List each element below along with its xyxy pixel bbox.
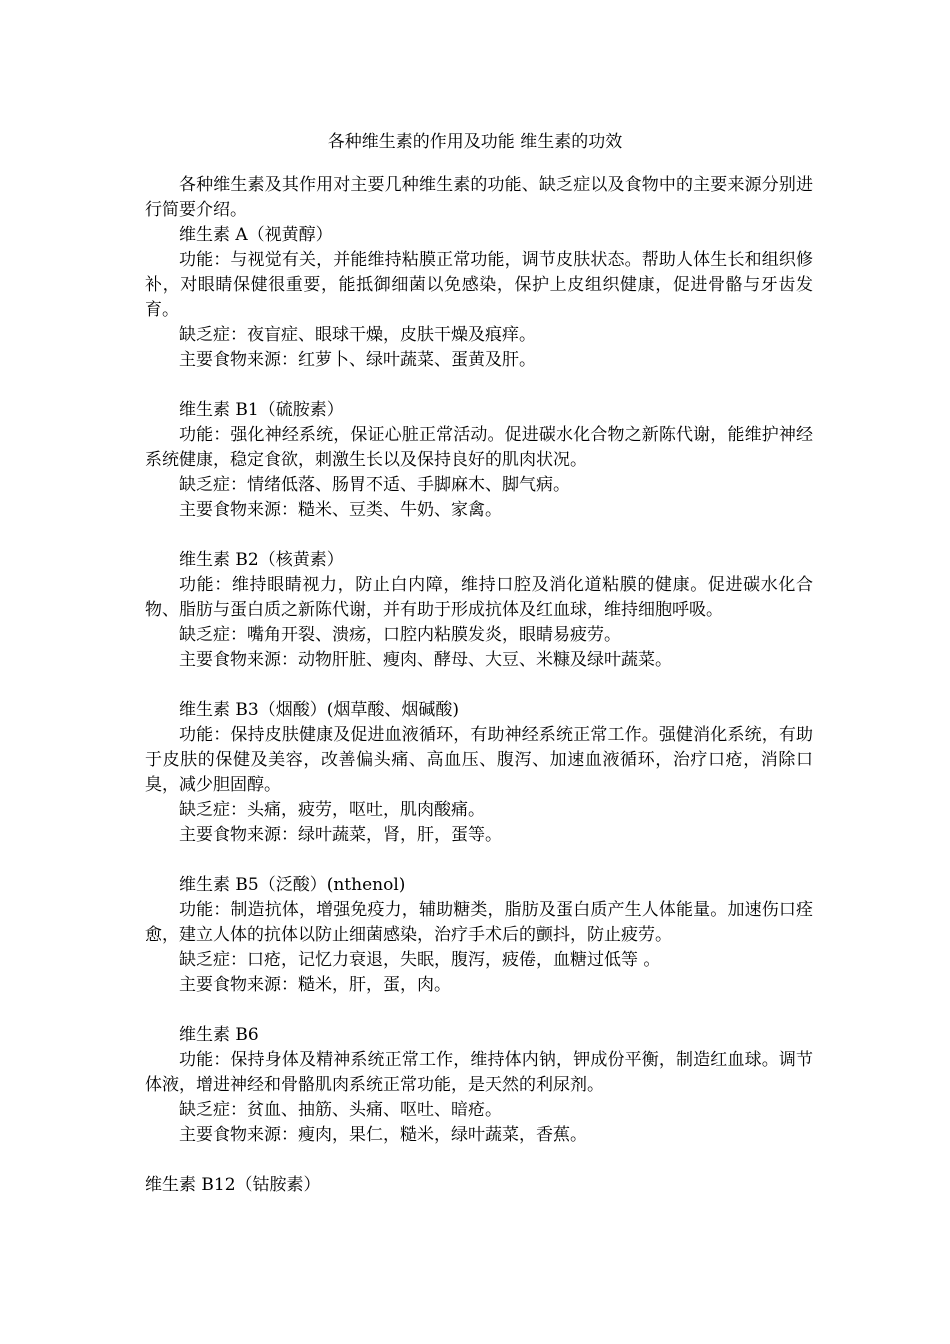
vitamin-heading: 维生素 B1（硫胺素） [179, 400, 344, 420]
vitamin-heading: 维生素 A（视黄醇） [179, 225, 333, 245]
vitamin-section-b5 [145, 873, 813, 998]
vitamin-section-b3 [145, 698, 813, 848]
vitamin-deficiency: 缺乏症：贫血、抽筋、头痛、呕吐、暗疮。 [179, 1100, 502, 1120]
vitamin-deficiency: 缺乏症：口疮，记忆力衰退，失眠，腹泻，疲倦，血糖过低等 。 [179, 950, 661, 970]
vitamin-function: 功能：保持身体及精神系统正常工作，维持体内钠，钾成份平衡，制造红血球。调节体液，增进神经和骨骼肌肉系统正常功能，是天然的利尿剂。 [145, 1050, 813, 1095]
vitamin-heading: 维生素 B6 [179, 1025, 259, 1045]
vitamin-heading: 维生素 B5（泛酸）(nthenol) [179, 875, 406, 895]
vitamin-sources: 主要食物来源：绿叶蔬菜，肾，肝，蛋等。 [179, 825, 502, 845]
section-spacer [145, 373, 813, 398]
vitamin-heading: 维生素 B2（核黄素） [179, 550, 344, 570]
vitamin-section-b2 [145, 548, 813, 673]
vitamin-deficiency: 缺乏症：情绪低落、肠胃不适、手脚麻木、脚气病。 [179, 475, 570, 495]
vitamin-function: 功能：强化神经系统，保证心脏正常活动。促进碳水化合物之新陈代谢，能维护神经系统健康，稳定食欲，刺激生长以及保持良好的肌肉状况。 [145, 425, 813, 470]
vitamin-sources: 主要食物来源：糙米，肝，蛋，肉。 [179, 975, 451, 995]
vitamin-deficiency: 缺乏症：夜盲症、眼球干燥，皮肤干燥及痕痒。 [179, 325, 536, 345]
section-spacer [145, 673, 813, 698]
page-title: 各种维生素的作用及功能 维生素的功效 [327, 132, 623, 152]
section-spacer [145, 523, 813, 548]
intro-paragraph: 各种维生素及其作用对主要几种维生素的功能、缺乏症以及食物中的主要来源分别进行简要介绍。 [145, 175, 813, 220]
vitamin-function: 功能：保持皮肤健康及促进血液循环，有助神经系统正常工作。强健消化系统，有助于皮肤的保健及美容，改善偏头痛、高血压、腹泻、加速血液循环，治疗口疮，消除口臭，减少胆固醇。 [145, 725, 813, 795]
vitamin-deficiency: 缺乏症：嘴角开裂、溃疡，口腔内粘膜发炎，眼睛易疲劳。 [179, 625, 621, 645]
vitamin-section-a [145, 223, 813, 373]
vitamin-function: 功能：维持眼睛视力，防止白内障，维持口腔及消化道粘膜的健康。促进碳水化合物、脂肪与蛋白质之新陈代谢，并有助于形成抗体及红血球，维持细胞呼吸。 [145, 575, 813, 620]
vitamin-function: 功能：与视觉有关，并能维持粘膜正常功能，调节皮肤状态。帮助人体生长和组织修补，对眼睛保健很重要，能抵御细菌以免感染，保护上皮组织健康，促进骨骼与牙齿发育。 [145, 250, 813, 320]
section-spacer [145, 998, 813, 1023]
vitamin-function: 功能：制造抗体，增强免疫力，辅助糖类，脂肪及蛋白质产生人体能量。加速伤口痊愈，建立人体的抗体以防止细菌感染，治疗手术后的颤抖，防止疲劳。 [145, 900, 813, 945]
vitamin-section-b1 [145, 398, 813, 523]
vitamin-sources: 主要食物来源：糙米、豆类、牛奶、家禽。 [179, 500, 502, 520]
vitamin-heading: 维生素 B3（烟酸）(烟草酸、烟碱酸) [179, 700, 459, 720]
section-spacer [145, 1148, 813, 1173]
document-body [145, 173, 813, 1198]
vitamin-heading-b12: 维生素 B12（钴胺素） [145, 1175, 321, 1195]
vitamin-sources: 主要食物来源：红萝卜、绿叶蔬菜、蛋黄及肝。 [179, 350, 536, 370]
vitamin-section-b6 [145, 1023, 813, 1148]
vitamin-sources: 主要食物来源：动物肝脏、瘦肉、酵母、大豆、米糠及绿叶蔬菜。 [179, 650, 672, 670]
section-spacer [145, 848, 813, 873]
vitamin-sources: 主要食物来源：瘦肉，果仁，糙米，绿叶蔬菜，香蕉。 [179, 1125, 587, 1145]
vitamin-deficiency: 缺乏症：头痛，疲劳，呕吐，肌肉酸痛。 [179, 800, 485, 820]
